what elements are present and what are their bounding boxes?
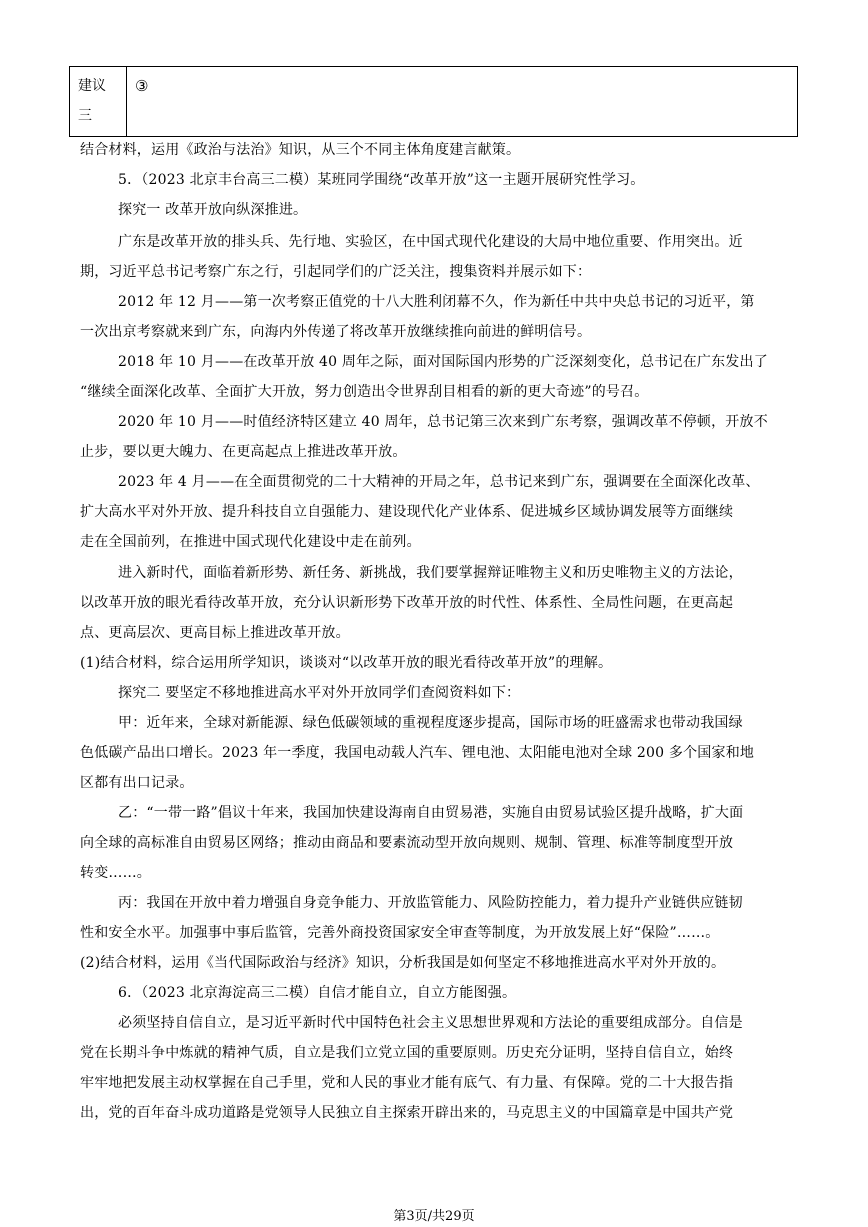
row-cell: ③ [135,77,149,95]
text-line: 走在全国前列，在推进中国式现代化建设中走在前列。 [80,534,421,550]
text-line: 出，党的百年奋斗成功道路是党领导人民独立自主探索开辟出来的，马克思主义的中国篇章是中国共产党 [80,1105,734,1121]
text-line: 期，习近平总书记考察广东之行，引起同学们的广泛关注，搜集资料并展示如下： [80,264,592,280]
text-line: 区都有出口记录。 [80,775,194,791]
question-5-title: 5．（2023 北京丰台高三二模）某班同学围绕“改革开放”这一主题开展研究性学习。 [118,172,645,188]
page-number: 第3页/共29页 [393,1209,475,1224]
text-line: 扩大高水平对外开放、提升科技自立自强能力、建设现代化产业体系、促进城乡区域协调发展等方面继续 [80,504,734,520]
text-line: 丙：我国在开放中着力增强自身竞争能力、开放监管能力、风险防控能力，着力提升产业链供应链韧 [118,895,743,911]
text-line: 乙：“一带一路”倡议十年来，我国加快建设海南自由贸易港，实施自由贸易试验区提升战略，扩大面 [118,805,744,821]
text-line: 色低碳产品出口增长。2023 年一季度，我国电动载人汽车、锂电池、太阳能电池对全球 200 多个国家和地 [80,745,755,761]
row-header-line-1: 建议 [78,78,106,94]
suggestion-table-row [69,66,798,137]
text-line: 2012 年 12 月——第一次考察正值党的十八大胜利闭幕不久，作为新任中共中央总书记的习近平，第 [118,294,755,310]
text-line: 止步，要以更大魄力、在更高起点上推进改革开放。 [80,444,407,460]
text-line: 进入新时代，面临着新形势、新任务、新挑战，我们要掌握辩证唯物主义和历史唯物主义的方法论， [118,565,743,581]
text-line: 向全球的高标准自由贸易区网络；推动由商品和要素流动型开放向规则、规制、管理、标准等制度型开放 [80,835,734,851]
section-heading: 探究一 改革开放向纵深推进。 [118,202,308,218]
text-line: 甲：近年来，全球对新能源、绿色低碳领域的重视程度逐步提高，国际市场的旺盛需求也带动我国绿 [118,715,743,731]
row-header-line-2: 三 [78,108,92,124]
text-line: 党在长期斗争中炼就的精神气质，自立是我们立党立国的重要原则。历史充分证明，坚持自信自立，始终 [80,1045,734,1061]
sub-question-2: (2)结合材料，运用《当代国际政治与经济》知识，分析我国是如何坚定不移地推进高水平对外开放的。 [80,955,726,971]
question-6-title: 6．（2023 北京海淀高三二模）自信才能自立，自立方能图强。 [118,985,517,1001]
text-line: “继续全面深化改革、全面扩大开放，努力创造出令世界刮目相看的新的更大奇迹”的号召。 [80,384,649,400]
text-line: 牢牢地把发展主动权掌握在自己手里，党和人民的事业才能有底气、有力量、有保障。党的二十大报告指 [80,1075,734,1091]
text-line: 转变……。 [80,865,151,881]
text-line: 性和安全水平。加强事中事后监管，完善外商投资国家安全审查等制度，为开放发展上好“保险”……。 [80,925,720,941]
text-line: 广东是改革开放的排头兵、先行地、实验区，在中国式现代化建设的大局中地位重要、作用突出。近 [118,234,743,250]
text-line: 点、更高层次、更高目标上推进改革开放。 [80,625,350,641]
text-line: 2023 年 4 月——在全面贯彻党的二十大精神的开局之年，总书记来到广东，强调要在全面深化改革、 [118,474,760,490]
text-line: 以改革开放的眼光看待改革开放，充分认识新形势下改革开放的时代性、体系性、全局性问题，在更高起 [80,595,734,611]
section-heading: 探究二 要坚定不移地推进高水平对外开放同学们查阅资料如下： [118,685,521,701]
text-line: 2018 年 10 月——在改革开放 40 周年之际，面对国际国内形势的广泛深刻变化，总书记在广东发出了 [118,354,768,370]
text-line: 结合材料，运用《政治与法治》知识，从三个不同主体角度建言献策。 [80,142,521,158]
row-header [70,67,127,136]
text-line: 一次出京考察就来到广东，向海内外传递了将改革开放继续推向前进的鲜明信号。 [80,324,592,340]
sub-question-1: (1)结合材料，综合运用所学知识，谈谈对“以改革开放的眼光看待改革开放”的理解。 [80,655,613,671]
text-line: 必须坚持自信自立，是习近平新时代中国特色社会主义思想世界观和方法论的重要组成部分。自信是 [118,1015,743,1031]
text-line: 2020 年 10 月——时值经济特区建立 40 周年，总书记第三次来到广东考察，强调改革不停顿，开放不 [118,414,768,430]
